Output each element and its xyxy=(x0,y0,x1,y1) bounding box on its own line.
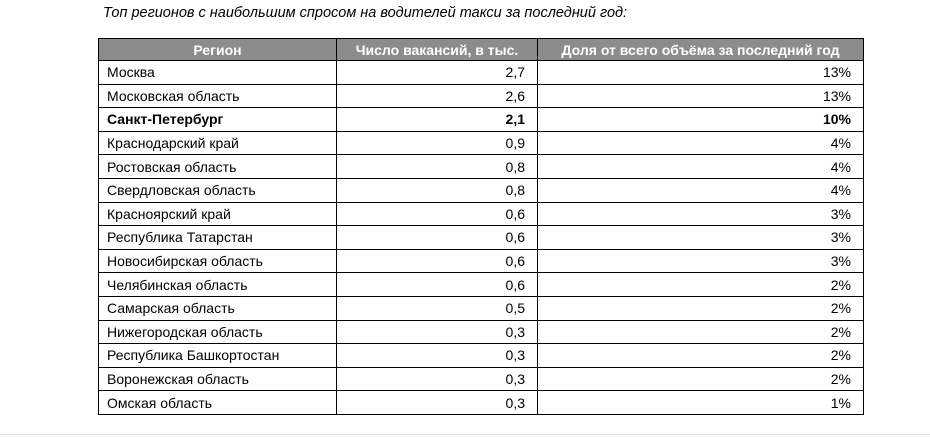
vacancies-cell: 0,3 xyxy=(337,391,538,415)
region-cell: Ростовская область xyxy=(99,155,337,179)
vacancies-cell: 0,3 xyxy=(337,344,538,368)
vacancies-cell: 0,5 xyxy=(337,296,538,320)
table-row xyxy=(99,155,864,179)
share-cell: 13% xyxy=(538,84,864,108)
region-cell: Омская область xyxy=(99,391,337,415)
region-cell: Москва xyxy=(99,61,337,85)
region-cell: Нижегородская область xyxy=(99,320,337,344)
vacancies-cell: 2,7 xyxy=(337,61,538,85)
region-cell: Самарская область xyxy=(99,296,337,320)
region-cell: Челябинская область xyxy=(99,273,337,297)
table-row xyxy=(99,131,864,155)
vacancies-cell: 2,6 xyxy=(337,84,538,108)
share-cell: 2% xyxy=(538,367,864,391)
table-row xyxy=(99,84,864,108)
table-row xyxy=(99,61,864,85)
share-cell: 3% xyxy=(538,249,864,273)
table-row xyxy=(99,108,864,132)
region-cell: Красноярский край xyxy=(99,202,337,226)
table-row xyxy=(99,367,864,391)
region-cell: Новосибирская область xyxy=(99,249,337,273)
share-cell: 2% xyxy=(538,273,864,297)
table-header-row xyxy=(99,39,864,61)
table-row xyxy=(99,391,864,415)
vacancies-cell: 2,1 xyxy=(337,108,538,132)
vacancies-cell: 0,8 xyxy=(337,178,538,202)
share-cell: 2% xyxy=(538,320,864,344)
regions-table xyxy=(98,38,864,415)
table-row xyxy=(99,320,864,344)
share-cell: 1% xyxy=(538,391,864,415)
vacancies-cell: 0,3 xyxy=(337,320,538,344)
vacancies-cell: 0,6 xyxy=(337,226,538,250)
table-caption: Топ регионов с наибольшим спросом на водителей такси за последний год: xyxy=(103,5,628,21)
region-cell: Свердловская область xyxy=(99,178,337,202)
table-row xyxy=(99,249,864,273)
table-row xyxy=(99,273,864,297)
table-row xyxy=(99,226,864,250)
region-cell: Республика Татарстан xyxy=(99,226,337,250)
share-cell: 4% xyxy=(538,131,864,155)
share-cell: 10% xyxy=(538,108,864,132)
share-cell: 13% xyxy=(538,61,864,85)
share-cell: 2% xyxy=(538,344,864,368)
share-cell: 3% xyxy=(538,226,864,250)
region-cell: Республика Башкортостан xyxy=(99,344,337,368)
table-row xyxy=(99,178,864,202)
vacancies-cell: 0,8 xyxy=(337,155,538,179)
vacancies-cell: 0,3 xyxy=(337,367,538,391)
table-row xyxy=(99,296,864,320)
share-cell: 2% xyxy=(538,296,864,320)
table-row xyxy=(99,202,864,226)
vacancies-cell: 0,9 xyxy=(337,131,538,155)
header-share: Доля от всего объёма за последний год xyxy=(538,39,864,61)
table-body xyxy=(99,61,864,415)
share-cell: 4% xyxy=(538,155,864,179)
vacancies-cell: 0,6 xyxy=(337,273,538,297)
table-row xyxy=(99,344,864,368)
page-divider xyxy=(0,434,930,435)
region-cell: Московская область xyxy=(99,84,337,108)
share-cell: 3% xyxy=(538,202,864,226)
share-cell: 4% xyxy=(538,178,864,202)
region-cell: Краснодарский край xyxy=(99,131,337,155)
region-cell: Воронежская область xyxy=(99,367,337,391)
header-region: Регион xyxy=(99,39,337,61)
header-vacancies: Число вакансий, в тыс. xyxy=(337,39,538,61)
vacancies-cell: 0,6 xyxy=(337,202,538,226)
vacancies-cell: 0,6 xyxy=(337,249,538,273)
region-cell: Санкт-Петербург xyxy=(99,108,337,132)
